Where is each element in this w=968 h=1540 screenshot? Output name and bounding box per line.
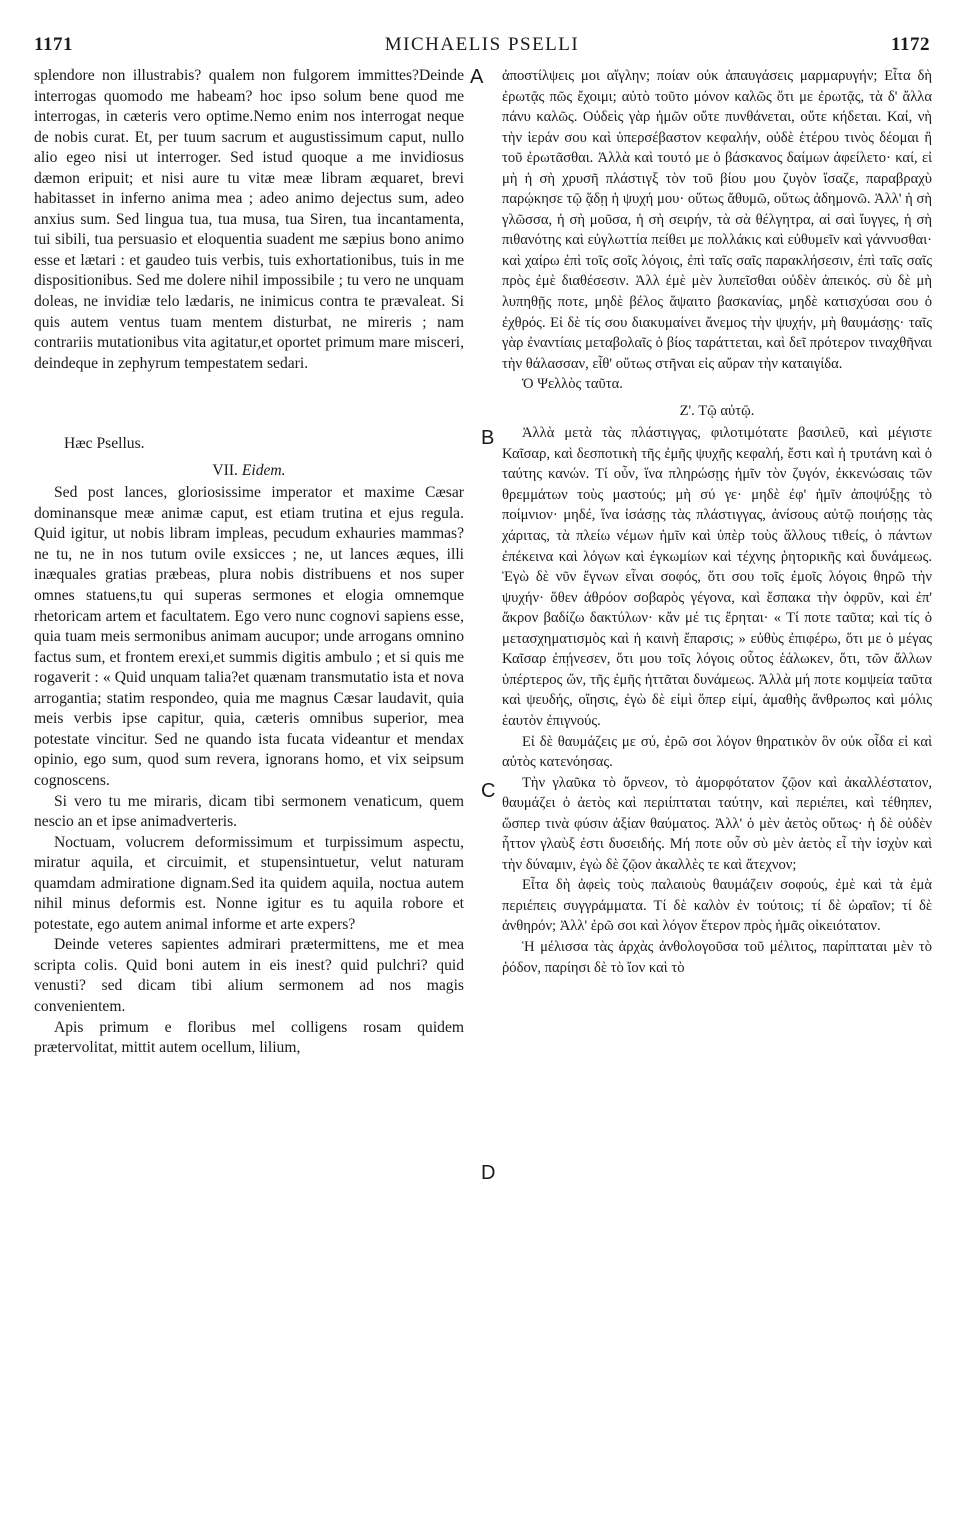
margin-marker-a: A [470,66,484,88]
latin-paragraph-4: Noctuam, volucrem deformissimum et turpissimum aspectu, miratur aquila, et circuimit, et stupensintuetur, velut naturam quamdam admiratione dignam.Sed ita quidem aquila, noctua autem nihil minus deformis est. Nonne igitur es tu aquila robore et potestate, ego autem animal informe et arte expers? [34,833,464,933]
greek-paragraph-5: Εἶτα δὴ ἀφεὶς τοὺς παλαιοὺς θαυμάζειν σοφούς, ἐμὲ καὶ τὰ ἐμὰ περιέπεις συγγράμματα. Τί δὲ καλὸν ἐν τούτοις; τί δὲ ὡραῖον; τί δὲ ἀνθηρόν; Ἀλλ' ἐρῶ σοι καὶ λόγον ἕτερον πρὸς ἡμᾶς οἰκειότατον. [502,877,932,935]
margin-marker-b: B [481,427,495,449]
latin-column [34,66,464,1059]
latin-section-title [34,461,464,482]
latin-section-name: Eidem. [241,461,286,479]
greek-paragraph-4: Τὴν γλαῦκα τὸ ὄρνεον, τὸ ἀμορφότατον ζῷον καὶ ἀκαλλέστατον, θαυμάζει ὁ ἀετὸς καὶ περιίπταται ταύτην, καὶ περιέπει, καὶ τέθηπεν, ὥσπερ τινὰ φύσιν ἀξίαν θαύματος. Ἀλλ' ὁ μὲν ἀετὸς οὕτως· ἡ δὲ οὐδὲν ἧττον γλαὺξ ἐστι δυσειδής. Μή ποτε οὖν σὺ μὲν ἀετὸς εἶ τὴν ἰσχὺν καὶ τὴν δύναμιν, ἐγὼ δὲ ζῷον ἀκαλλὲς τε καὶ ἄτεχνον; [502,774,932,873]
latin-paragraph-2: Sed post lances, gloriosissime imperator et maxime Cæsar dominansque meæ animæ caput, est etiam trutina et ejus regula. Quid igitur, ut nobis libram impleas, pecudum exhauries mammas? ne tu, ne in nos tutum ovile exsicces ; ne, ut lances æques, illi inæquales gratias præbeas, plura nobis distribuens et nos super omnes statuens,tu qui superas sermones et elogia omnemque rhetoricam artem et facultatem. Ego vero nunc cognovi sapiens esse, quia tuam meis sermonibus animam aucupor; unde arrogans omnino factus sum, et frontem erexi,et summis digitis ambulo ; et si quis me rogaverit : « Quid unquam talia?et quænam transmutatio ista et nova arrogantia; statim respondeo, quia me magnus Cæsar laudavit, quia meis verbis ipse capitur, quia, cæteris omnibus superior, mea potestate vincitur. Sed ne quando ista fucata videantur et mendax opinio, ego sum, quod sum revera, ignorans homo, et vix seipsum cognoscens. [34,484,464,789]
margin-marker-c: C [481,780,496,802]
greek-paragraph-6: Ἡ μέλισσα τὰς ἀρχὰς ἀνθολογοῦσα τοῦ μέλιτος, παρίπταται μὲν τὸ ῥόδον, παρίησι δὲ τὸ ἴον καὶ τὸ [502,938,932,976]
latin-paragraph-1: splendore non illustrabis? qualem non fulgorem immittes?Deinde interrogas quomodo me habeam? hoc ipso solum bene quod me interrogas, in cæteris vero optime.Nemo enim nos interrogat neque de nobis curat. Et, per tuum sacrum et augustissimum caput, nullo alio egeo nisi ut interroger. Sed istud quoque a me invidiosus dæmon eripuit; et nisi aure tu vitæ meæ libram æquaret, brevi habitasset in inferno anima mea ; adeo animo dejectus sum, adeo anxius sum. Sed lingua tua, tua musa, tua Siren, tua incantamenta, tui sibili, tua persuasio et eloquentia suadent me sæpius bono animo esse et lætari : et gaudeo tuis verbis, tuis exhortationibus, tuis in me dispositionibus. Sed me dolere nihil impossibile ; tu vero ne unquam doleas, ne invidiæ telo lædaris, ne inimicus contra te prævaleat. Si quis autem ventus tuam mentem disturbat, ne mireris ; nam contrariis mutationibus vita agitatur,et oportet primum mare misceri, deindeque in zephyrum tempestatem sedari. [34,67,464,372]
greek-paragraph-2: Ἀλλὰ μετὰ τὰς πλάστιγγας, φιλοτιμότατε βασιλεῦ, καὶ μέγιστε Καῖσαρ, καὶ δεσποτικὴ τῆς ἐμῆς ψυχῆς κεφαλή, ἔστι καὶ ἡ τρυτάνη καὶ ὁ ταύτης κανών. Τί οὖν, ἵνα πληρώσῃς ἡμῖν τὸν ζυγόν, ἐκκενώσαις τῶν θρεμμάτων τοὺς μαστούς; μὴ σύ γε· μηδὲ ἐφ' ἡμῖν ἀποψύξῃς τὸ ποίμνιον· μηδέ, ἵνα ἰσάσῃς τὰς πλάστιγγας, ἀνίσους αὐτῷ ποιήσῃς τὰς χάριτας, τὰ πλείω νέμων ἡμῖν καὶ ὑπὲρ τοὺς ἄλλους τιθείς, ὁ πάντων ἐπέκεινα καὶ λόγων καὶ ἐγκωμίων καὶ τέχνης ῥητορικῆς καὶ δυνάμεως. Ἐγὼ δὲ νῦν ἔγνων εἶναι σοφός, ὅτι σου τοῖς ἐμοῖς λόγοις θηρῶ τὴν ψυχήν· ὅθεν ἀθρόον σοβαρὸς γέγονα, καὶ ἔσπακα τὴν ὀφρῦν, καὶ ἐπ' ἄκρον βαδίζω δακτύλων· κἄν μέ τις ἔρηται· « Τί ποτε ταῦτα; καὶ τίς ὁ μετασχηματισμὸς καὶ ἡ καινὴ ἔπαρσις; » εὐθὺς ἐπιφέρω, ὅτι με ὁ μέγας Καῖσαρ ἐπῄνεσεν, ὅτι μου τοῖς λόγοις οὗτος ἑάλωκεν, ὅτι, τῶν ἄλλων ὑπέρτερος ὤν, τῆς ἐμῆς ἡττᾶται δυνάμεως. Ἀλλὰ μή ποτε κομψεία ταῦτα καὶ ψευδής, οἴησις, ἐγὼ δὲ εἰμὶ ὅπερ εἰμί, ἀμαθὴς ἄνθρωπος καὶ μόλις ἑαυτὸν ἐπιγνούς. [502,425,932,729]
greek-column [502,66,932,978]
greek-paragraph-3: Εἰ δὲ θαυμάζεις με σύ, ἐρῶ σοι λόγον θηρατικὸν ὃν οὐκ οἶδα εἰ καὶ αὐτὸς κατενόησας. [502,733,932,771]
margin-marker-d: D [481,1162,496,1184]
latin-spacer [34,374,464,434]
running-title: MICHAELIS PSELLI [384,34,580,55]
latin-paragraph-3: Si vero tu me miraris, dicam tibi sermonem venaticum, quem nescio an et ipse animadverteris. [34,792,464,831]
greek-paragraph-1: ἀποστίλψεις μοι αἴγλην; ποίαν οὐκ ἀπαυγάσεις μαρμαρυγήν; Εἶτα δὴ ἐρωτᾷς πῶς ἔχοιμι; αὐτὸ τοῦτο μόνον καλῶς ὅτι με ἐρωτᾷς, τὰ δ' ἄλλα πάνυ καλῶς. Οὐδεὶς γὰρ ἡμῶν οὔτε πυνθάνεται, οὔτε κήδεται. Καί, νὴ τὴν ἱεράν σου καὶ ὑπερσέβαστον κεφαλήν, οὐδὲ ἑτέρου τινὸς δέομαι ἢ τοῦ ἐρωτᾶσθαι. Ἀλλὰ καὶ τουτό με ὁ βάσκανος δαίμων ἀφείλετο· καί, εἰ μὴ ἡ σὴ χρυσῆ πλάστιγξ τὸν τοῦ βίου μου ζυγὸν ἴσαζε, παραβραχὺ παρῴκησε τῷ ᾅδῃ ἡ ψυχή μου· οὕτως ἄθυμῶ, οὕτως ἀδημονῶ. Ἀλλ' ἡ σὴ γλῶσσα, ἡ σὴ μοῦσα, ἡ σὴ σειρήν, τὰ σὰ θέλγητρα, αἱ σαὶ ἴυγγες, ἡ σὴ πιθανότης καὶ εὐγλωττία πείθει με πολλάκις καὶ εὐθυμεῖν καὶ γάννυσθαι· καὶ χαίρω ἐπὶ τοῖς σοῖς λόγοις, ἐπὶ ταῖς σαῖς παρακλήσεσιν, ἐπὶ ταῖς σαῖς πρὸς ἐμὲ διαθέσεσιν. Ἀλλ ἐμὲ μὲν λυπεῖσθαι οὐδὲν ἀπεικός. σὺ δὲ μὴ λυπηθῇς ποτε, μηδὲ βέλος ἅψαιτο βασκανίας, μηδὲ κατισχύσαι σου ὁ ἐχθρός. Εἰ δὲ τίς σου διακυμαίνει ἄνεμος τὴν ψυχήν, μὴ θαυμάσῃς· ταῖς γὰρ ἐναντίαις μεταβολαῖς ὁ βίος ταράττεται, καὶ δεῖ πρότερον τιναχθῆναι τὴν θάλασσαν, εἶθ' οὕτως στῆναι εἰς αὔραν τὴν καταιγίδα. [502,68,932,372]
latin-paragraph-6: Apis primum e floribus mel colligens rosam quidem prætervolitat, mittit autem ocellum, lilium, [34,1018,464,1057]
page-header [34,34,930,64]
page-number-right: 1172 [891,34,930,55]
latin-signature: Hæc Psellus. [64,435,145,453]
greek-signature: Ὁ Ψελλὸς ταῦτα. [522,376,623,393]
greek-section-title: Ζ'. Τῷ αὐτῷ. [679,402,755,419]
page-number-left: 1171 [34,34,73,55]
latin-paragraph-5: Deinde veteres sapientes admirari prætermittens, me et mea scripta colis. Quid boni autem in eis inest? quid pulchri? quid venusti? sed dicam tibi alium sermonem ad nos magis convenientem. [34,936,464,1015]
latin-section-number: VII. [212,461,238,479]
